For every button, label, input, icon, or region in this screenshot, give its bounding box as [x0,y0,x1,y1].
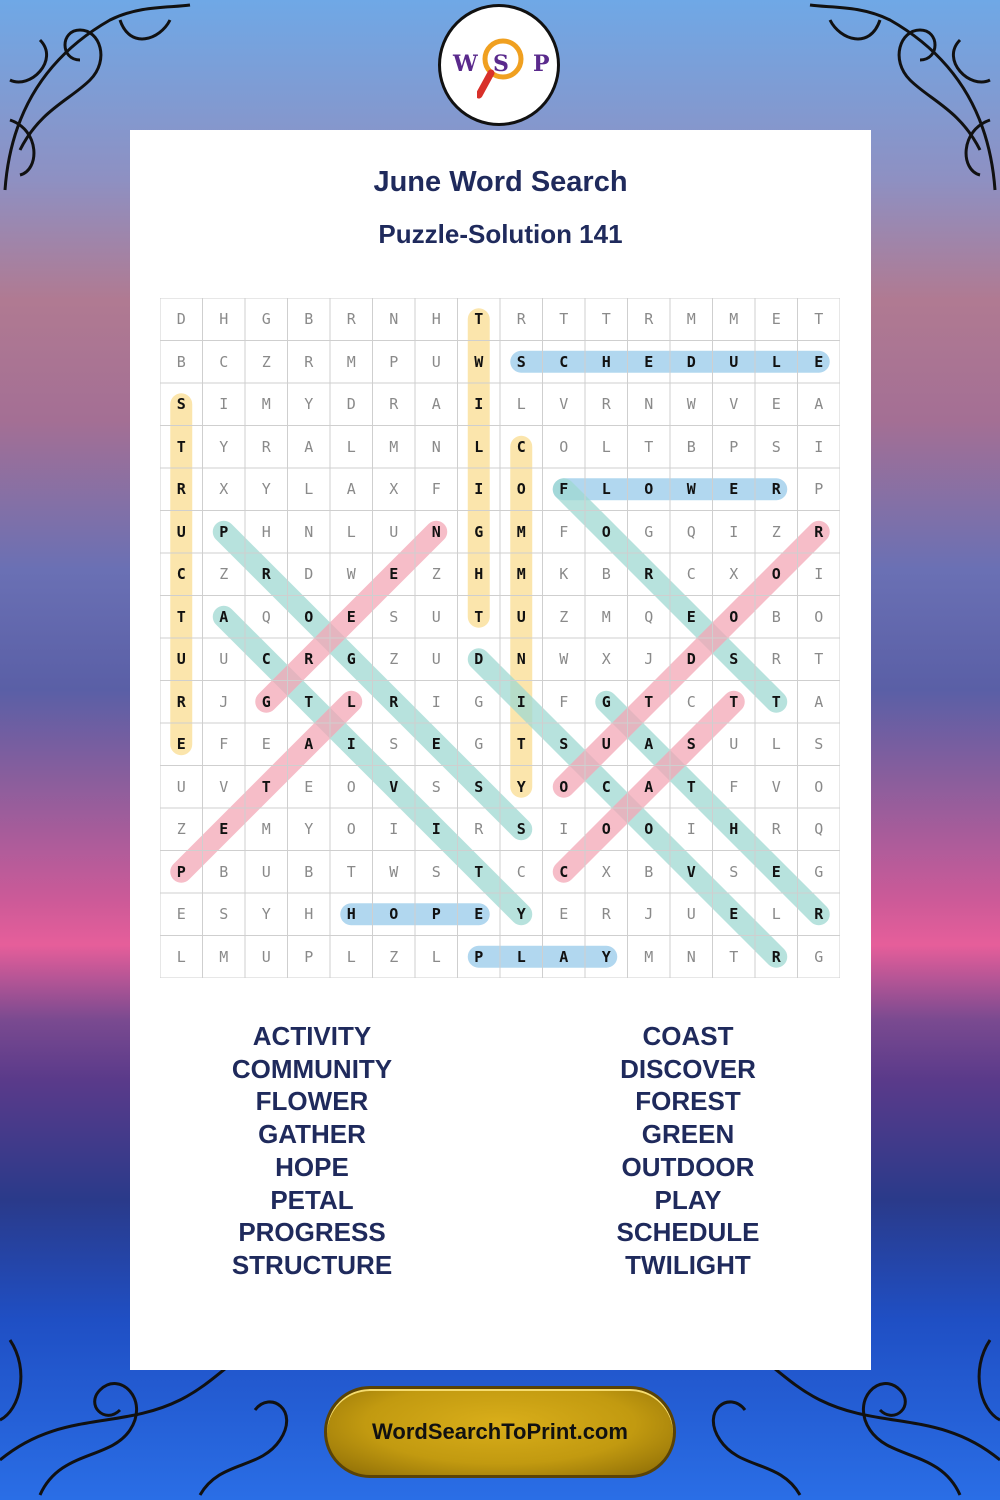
grid-cell[interactable]: I [686,820,696,839]
grid-cell[interactable]: O [559,777,569,796]
grid-cell[interactable]: E [261,735,271,754]
grid-cell[interactable]: L [474,437,484,456]
grid-cell[interactable]: A [814,692,824,711]
grid-cell[interactable]: C [686,692,696,711]
grid-cell[interactable]: G [644,522,654,541]
grid-cell[interactable]: S [559,735,569,754]
grid-cell[interactable]: I [219,395,229,414]
grid-cell[interactable]: P [304,947,314,966]
grid-cell[interactable]: E [771,395,781,414]
grid-cell[interactable]: E [729,480,739,499]
grid-cell[interactable]: H [346,905,356,924]
grid-cell[interactable]: P [389,352,399,371]
grid-cell[interactable]: M [219,947,229,966]
grid-cell[interactable]: R [814,905,824,924]
grid-cell[interactable]: E [389,565,399,584]
grid-cell[interactable]: P [219,522,229,541]
grid-cell[interactable]: E [219,820,229,839]
grid-cell[interactable]: U [261,862,271,881]
grid-cell[interactable]: T [729,692,739,711]
grid-cell[interactable]: R [771,480,781,499]
grid-cell[interactable]: B [219,862,229,881]
grid-cell[interactable]: S [729,650,739,669]
grid-cell[interactable]: R [601,395,611,414]
grid-cell[interactable]: R [771,650,781,669]
grid-cell[interactable]: P [729,437,739,456]
word-list-item: FOREST [635,1086,741,1117]
grid-cell[interactable]: M [389,437,399,456]
grid-cell[interactable]: L [516,947,526,966]
grid-cell[interactable]: T [644,437,654,456]
grid-cell[interactable]: S [474,777,484,796]
grid-cell[interactable]: L [771,352,781,371]
grid-cell[interactable]: F [729,777,739,796]
grid-cell[interactable]: A [304,437,314,456]
grid-cell[interactable]: I [814,437,824,456]
grid-cell[interactable]: G [814,947,824,966]
grid-cell[interactable]: S [389,607,399,626]
grid-cell[interactable]: Z [771,522,781,541]
grid-cell[interactable]: D [686,352,696,371]
grid-cell[interactable]: E [304,777,314,796]
grid-cell[interactable]: O [771,565,781,584]
grid-cell[interactable]: M [346,352,356,371]
grid-cell[interactable]: G [474,522,484,541]
grid-cell[interactable]: O [389,905,399,924]
grid-cell[interactable]: N [431,437,441,456]
grid-cell[interactable]: S [516,352,526,371]
grid-cell[interactable]: E [771,862,781,881]
grid-cell[interactable]: V [729,395,739,414]
grid-cell[interactable]: R [814,522,824,541]
grid-cell[interactable]: A [304,735,314,754]
grid-cell[interactable]: U [431,650,441,669]
grid-cell[interactable]: R [346,310,356,329]
logo-letter-p: P [533,51,550,77]
grid-cell[interactable]: Y [601,947,611,966]
grid-cell[interactable]: F [219,735,229,754]
grid-cell[interactable]: C [559,352,569,371]
grid-cell[interactable]: Y [516,777,526,796]
grid-cell[interactable]: T [474,607,484,626]
grid-cell[interactable]: U [219,650,229,669]
grid-cell[interactable]: T [346,862,356,881]
grid-cell[interactable]: O [516,480,526,499]
grid-cell[interactable]: S [219,905,229,924]
grid-cell[interactable]: Y [304,820,314,839]
grid-cell[interactable]: P [431,905,441,924]
word-list-item: STRUCTURE [231,1249,393,1280]
grid-cell[interactable]: N [516,650,526,669]
grid-cell[interactable]: W [559,650,569,669]
grid-cell[interactable]: O [559,437,569,456]
grid-cell[interactable]: R [516,310,526,329]
grid-cell[interactable]: X [219,480,229,499]
grid-cell[interactable]: V [686,862,696,881]
grid-cell[interactable]: Q [261,607,271,626]
grid-cell[interactable]: E [814,352,824,371]
website-button[interactable]: WordSearchToPrint.com [324,1386,676,1478]
grid-cell[interactable]: Z [261,352,271,371]
grid-cell[interactable]: T [686,777,696,796]
grid-cell[interactable]: I [559,820,569,839]
grid-cell[interactable]: I [729,522,739,541]
grid-cell[interactable]: R [644,565,654,584]
grid-cell[interactable]: X [389,480,399,499]
grid-cell[interactable]: O [644,480,654,499]
grid-cell[interactable]: R [304,650,314,669]
grid-cell[interactable]: H [474,565,484,584]
grid-cell[interactable]: F [559,522,569,541]
grid-cell[interactable]: U [601,735,611,754]
grid-cell[interactable]: H [431,310,441,329]
grid-cell[interactable]: S [729,862,739,881]
grid-cell[interactable]: T [261,777,271,796]
grid-cell[interactable]: A [431,395,441,414]
grid-cell[interactable]: T [304,692,314,711]
grid-cell[interactable]: C [516,862,526,881]
wsp-logo[interactable] [438,4,560,126]
grid-cell[interactable]: H [261,522,271,541]
grid-cell[interactable]: I [389,820,399,839]
grid-cell[interactable]: L [346,947,356,966]
word-list-item: PLAY [654,1184,722,1215]
grid-cell[interactable]: V [559,395,569,414]
word-search-grid [160,298,840,978]
logo-letter-s: S [493,51,509,77]
grid-cell[interactable]: C [601,777,611,796]
grid-cell[interactable]: J [644,905,654,924]
grid-cell[interactable]: B [771,607,781,626]
grid-cell[interactable]: G [474,735,484,754]
grid-cell[interactable]: S [771,437,781,456]
grid-cell[interactable]: S [686,735,696,754]
grid-cell[interactable]: B [176,352,186,371]
grid-cell[interactable]: E [771,310,781,329]
grid-cell[interactable]: E [474,905,484,924]
grid-cell[interactable]: I [431,820,441,839]
grid-cell[interactable]: T [474,862,484,881]
grid-cell[interactable]: T [814,310,824,329]
grid-cell[interactable]: P [176,862,186,881]
grid-cell[interactable]: S [389,735,399,754]
grid-cell[interactable]: X [729,565,739,584]
grid-cell[interactable]: T [771,692,781,711]
grid-cell[interactable]: R [644,310,654,329]
grid-cell[interactable]: Y [219,437,229,456]
grid-cell[interactable]: O [814,777,824,796]
grid-cell[interactable]: G [474,692,484,711]
grid-cell[interactable]: Z [431,565,441,584]
word-list-item: HOPE [275,1151,349,1182]
grid-cell[interactable]: U [176,522,186,541]
grid-cell[interactable]: E [559,905,569,924]
grid-cell[interactable]: E [431,735,441,754]
grid-cell[interactable]: T [601,310,611,329]
grid-cell[interactable]: Y [304,395,314,414]
grid-cell[interactable]: W [474,352,484,371]
grid-cell[interactable]: L [771,735,781,754]
word-list-item: GATHER [258,1119,366,1150]
grid-cell[interactable]: V [219,777,229,796]
grid-cell[interactable]: P [814,480,824,499]
grid-cell[interactable]: G [261,692,271,711]
grid-cell[interactable]: J [219,692,229,711]
grid-cell[interactable]: B [601,565,611,584]
grid-cell[interactable]: N [686,947,696,966]
grid-cell[interactable]: O [814,607,824,626]
grid-cell[interactable]: R [176,692,186,711]
grid-cell[interactable]: E [346,607,356,626]
grid-cell[interactable]: T [559,310,569,329]
grid-cell[interactable]: Y [261,905,271,924]
grid-cell[interactable]: C [559,862,569,881]
grid-cell[interactable]: T [176,437,186,456]
grid-cell[interactable]: J [644,650,654,669]
grid-cell[interactable]: B [304,310,314,329]
grid-cell[interactable]: G [814,862,824,881]
grid-cell[interactable]: B [304,862,314,881]
word-list-item: GREEN [641,1119,735,1150]
grid-cell[interactable]: G [346,650,356,669]
word-list-item: COAST [642,1021,734,1051]
grid-cell[interactable]: E [644,352,654,371]
grid-cell[interactable]: R [261,437,271,456]
word-list-item: DISCOVER [620,1053,756,1084]
grid-cell[interactable]: P [474,947,484,966]
grid-cell[interactable]: U [431,607,441,626]
grid-cell[interactable]: U [389,522,399,541]
grid-cell[interactable]: G [601,692,611,711]
grid-cell[interactable]: Q [814,820,824,839]
grid-cell[interactable]: C [219,352,229,371]
grid-cell[interactable]: U [686,905,696,924]
grid-cell[interactable]: G [261,310,271,329]
grid-cell[interactable]: E [176,735,186,754]
grid-cell[interactable]: L [346,522,356,541]
grid-cell[interactable]: R [389,692,399,711]
grid-cell[interactable]: U [516,607,526,626]
grid-cell[interactable]: L [771,905,781,924]
grid-cell[interactable]: R [304,352,314,371]
grid-cell[interactable]: W [389,862,399,881]
grid-cell[interactable]: S [814,735,824,754]
grid-cell[interactable]: L [601,480,611,499]
grid-cell[interactable]: T [516,735,526,754]
grid-cell[interactable]: H [729,820,739,839]
grid-cell[interactable]: U [729,352,739,371]
grid-cell[interactable]: L [304,480,314,499]
grid-cell[interactable]: R [771,820,781,839]
grid-cell[interactable]: U [176,650,186,669]
grid-cell[interactable]: C [261,650,271,669]
grid-cell[interactable]: R [474,820,484,839]
page-subtitle: Puzzle-Solution 141 [378,219,623,249]
grid-cell[interactable]: N [389,310,399,329]
grid-cell[interactable]: L [176,947,186,966]
grid-cell[interactable]: T [644,692,654,711]
grid-cell[interactable]: U [261,947,271,966]
grid-cell[interactable]: D [474,650,484,669]
word-list-item: SCHEDULE [616,1217,760,1248]
grid-cell[interactable]: H [601,352,611,371]
grid-cell[interactable]: F [431,480,441,499]
grid-cell[interactable]: Q [686,522,696,541]
grid-cell[interactable]: F [559,692,569,711]
grid-cell[interactable]: O [346,777,356,796]
grid-cell[interactable]: C [176,565,186,584]
grid-cell[interactable]: I [814,565,824,584]
grid-cell[interactable]: Z [559,607,569,626]
grid-cell[interactable]: W [686,480,696,499]
grid-cell[interactable]: R [601,905,611,924]
grid-cell[interactable]: A [644,735,654,754]
grid-cell[interactable]: T [474,310,484,329]
grid-cell[interactable]: A [814,395,824,414]
grid-cell[interactable]: E [729,905,739,924]
grid-cell[interactable]: A [644,777,654,796]
grid-cell[interactable]: L [346,437,356,456]
grid-cell[interactable]: N [431,522,441,541]
grid-cell[interactable]: O [346,820,356,839]
grid-cell[interactable]: L [516,395,526,414]
grid-cell[interactable]: D [686,650,696,669]
grid-cell[interactable]: M [261,395,271,414]
grid-cell[interactable]: R [771,947,781,966]
grid-cell[interactable]: A [346,480,356,499]
grid-cell[interactable]: S [176,395,186,414]
grid-cell[interactable]: U [431,352,441,371]
grid-cell[interactable]: B [644,862,654,881]
grid-cell[interactable]: D [346,395,356,414]
word-list-item: FLOWER [255,1086,369,1117]
grid-cell[interactable]: U [729,735,739,754]
word-list-item: OUTDOOR [621,1151,755,1182]
grid-cell[interactable]: T [729,947,739,966]
grid-cell[interactable]: I [346,735,356,754]
grid-cell[interactable]: Z [389,650,399,669]
grid-cell[interactable]: E [176,905,186,924]
grid-cell[interactable]: M [261,820,271,839]
grid-cell[interactable]: Y [516,905,526,924]
grid-cell[interactable]: C [516,437,526,456]
word-list-item: PETAL [270,1184,354,1215]
grid-cell[interactable]: I [474,480,484,499]
grid-cell[interactable]: L [346,692,356,711]
grid-cell[interactable]: Q [644,607,654,626]
grid-cell[interactable]: S [431,862,441,881]
grid-cell[interactable]: O [601,522,611,541]
grid-cell[interactable]: I [431,692,441,711]
grid-cell[interactable]: W [346,565,356,584]
grid-cell[interactable]: Z [389,947,399,966]
grid-cell[interactable]: Z [219,565,229,584]
grid-cell[interactable]: M [686,310,696,329]
grid-cell[interactable]: O [644,820,654,839]
grid-cell[interactable]: E [686,607,696,626]
grid-cell[interactable]: D [176,310,186,329]
grid-cell[interactable]: S [431,777,441,796]
grid-cell[interactable]: A [219,607,229,626]
grid-cell[interactable]: O [729,607,739,626]
grid-cell[interactable]: S [516,820,526,839]
grid-cell[interactable]: I [516,692,526,711]
grid-cell[interactable]: M [516,522,526,541]
grid-cell[interactable]: M [729,310,739,329]
page-title: June Word Search [373,166,628,198]
grid-cell[interactable]: R [261,565,271,584]
grid-cell[interactable]: V [771,777,781,796]
grid-cell[interactable]: H [219,310,229,329]
grid-cell[interactable]: H [304,905,314,924]
grid-cell[interactable]: K [559,565,569,584]
grid-cell[interactable]: X [601,650,611,669]
grid-cell[interactable]: N [304,522,314,541]
grid-cell[interactable]: M [516,565,526,584]
logo-letter-w: W [453,51,478,77]
grid-cell[interactable]: C [686,565,696,584]
grid-cell[interactable]: L [601,437,611,456]
word-list-item: ACTIVITY [252,1021,372,1051]
grid-cell[interactable]: L [431,947,441,966]
grid-cell[interactable]: M [601,607,611,626]
word-list-item: COMMUNITY [231,1053,393,1084]
grid-cell[interactable]: B [686,437,696,456]
grid-cell[interactable]: F [559,480,569,499]
grid-cell[interactable]: D [304,565,314,584]
grid-cell[interactable]: O [304,607,314,626]
grid-cell[interactable]: T [176,607,186,626]
grid-cell[interactable]: I [474,395,484,414]
grid-cell[interactable]: R [176,480,186,499]
grid-cell[interactable]: Z [176,820,186,839]
word-list-item: PROGRESS [238,1217,386,1248]
grid-cell[interactable]: X [601,862,611,881]
grid-cell[interactable]: Y [261,480,271,499]
grid-cell[interactable]: N [644,395,654,414]
grid-cell[interactable]: M [644,947,654,966]
grid-cell[interactable]: W [686,395,696,414]
grid-cell[interactable]: A [559,947,569,966]
grid-cell[interactable]: R [389,395,399,414]
grid-cell[interactable]: T [814,650,824,669]
grid-cell[interactable]: U [176,777,186,796]
word-list-item: TWILIGHT [625,1249,751,1280]
grid-cell[interactable]: V [389,777,399,796]
grid-cell[interactable]: O [601,820,611,839]
